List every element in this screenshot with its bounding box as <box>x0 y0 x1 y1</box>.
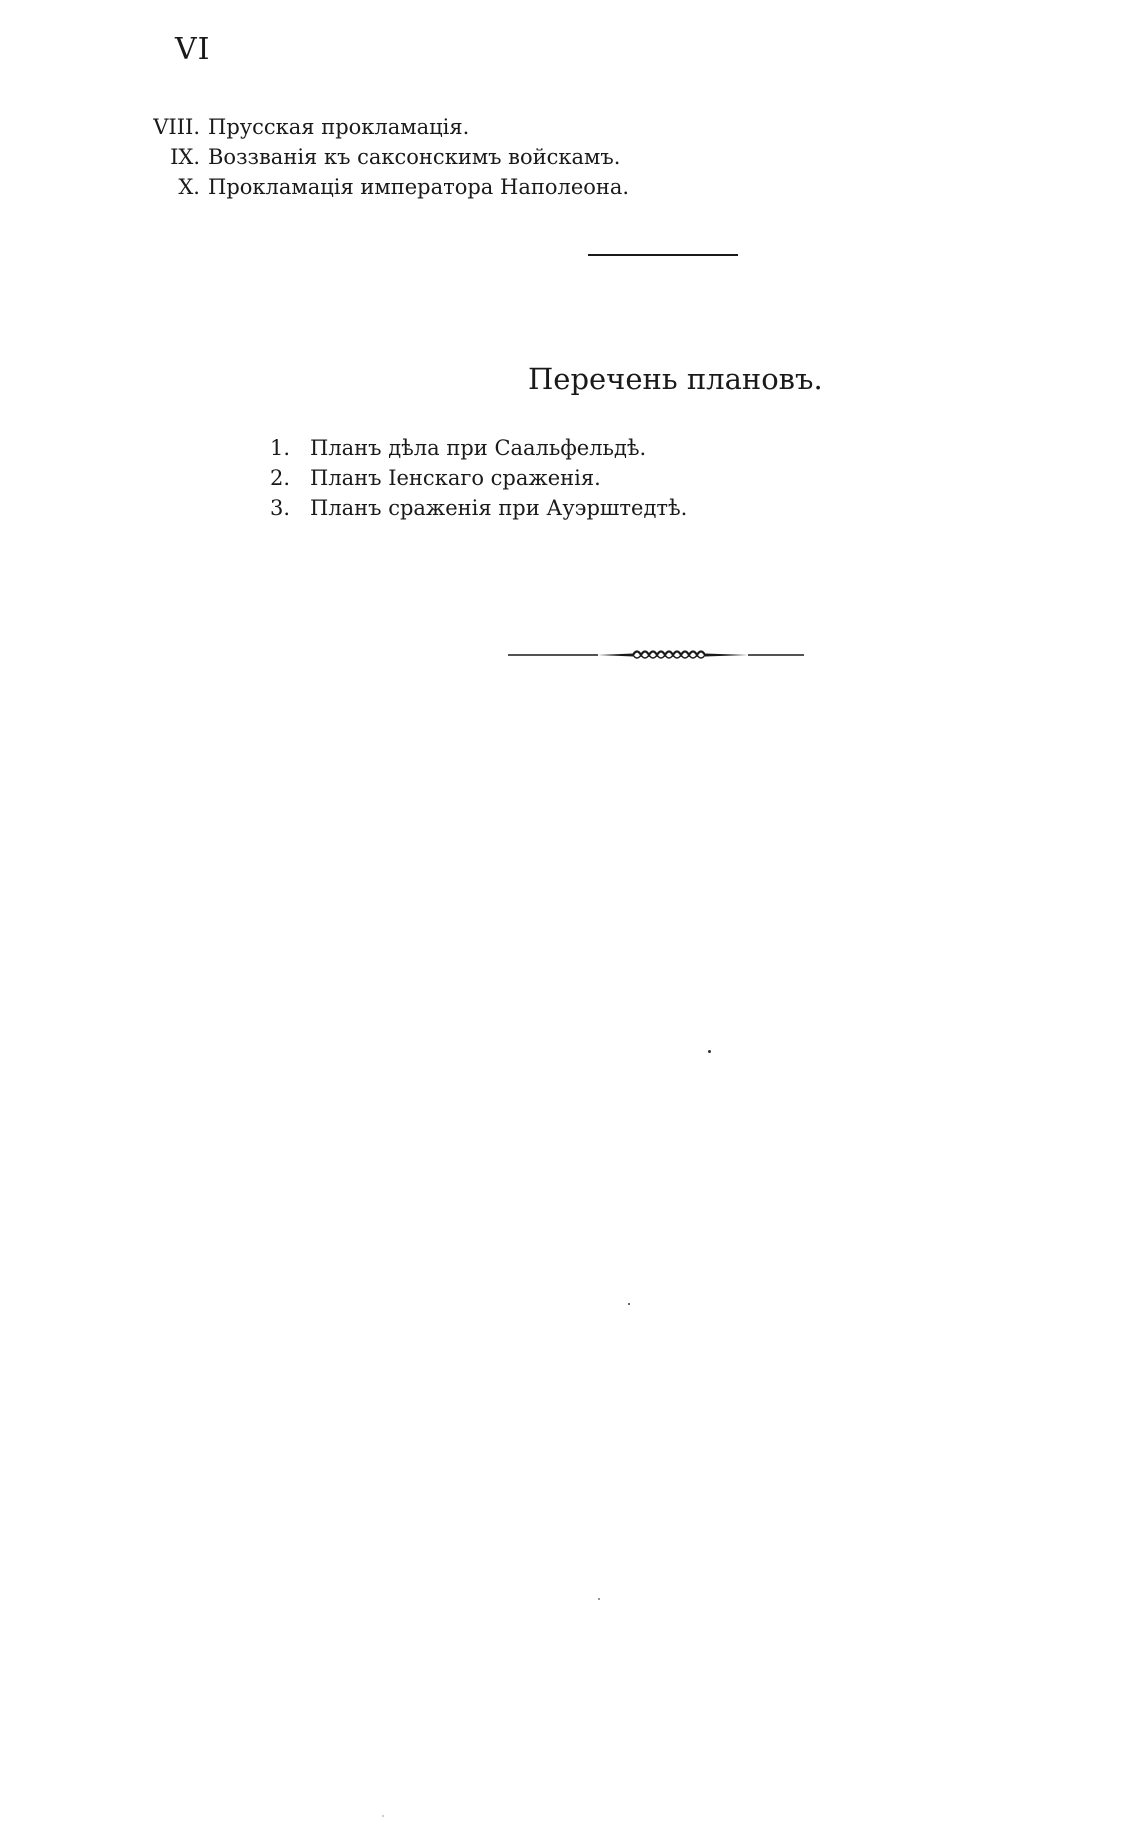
list-item-title: Воззванія къ саксонскимъ войскамъ. <box>208 145 621 169</box>
print-speck <box>628 1303 630 1305</box>
section-heading: Перечень плановъ. <box>528 362 823 396</box>
list-item-numeral: X. <box>178 175 200 199</box>
section-divider <box>588 254 738 256</box>
print-speck <box>382 1815 384 1817</box>
list-item-title: Прусская прокламація. <box>208 115 470 139</box>
list-item <box>130 172 629 202</box>
list-item <box>270 433 687 463</box>
list-item-number: 1. <box>270 436 291 460</box>
page-number: VI <box>175 32 211 67</box>
list-item-title: Прокламація императора Наполеона. <box>208 175 630 199</box>
list-item <box>270 463 687 493</box>
list-item-numeral: IX. <box>170 145 200 169</box>
list-item-number: 3. <box>270 496 291 520</box>
ornament-divider <box>508 646 804 664</box>
list-item-number: 2. <box>270 466 291 490</box>
list-item-numeral: VIII. <box>153 115 200 139</box>
plans-list <box>270 433 687 523</box>
list-item-title: Планъ сраженія при Ауэрштедтѣ. <box>310 496 688 520</box>
print-speck <box>708 1050 711 1053</box>
list-item-title: Планъ Іенскаго сраженія. <box>310 466 601 490</box>
list-item-title: Планъ дѣла при Саальфельдѣ. <box>310 436 647 460</box>
print-speck <box>598 1598 600 1600</box>
list-item <box>270 493 687 523</box>
list-item <box>130 142 629 172</box>
appendix-list <box>130 112 629 202</box>
list-item <box>130 112 629 142</box>
